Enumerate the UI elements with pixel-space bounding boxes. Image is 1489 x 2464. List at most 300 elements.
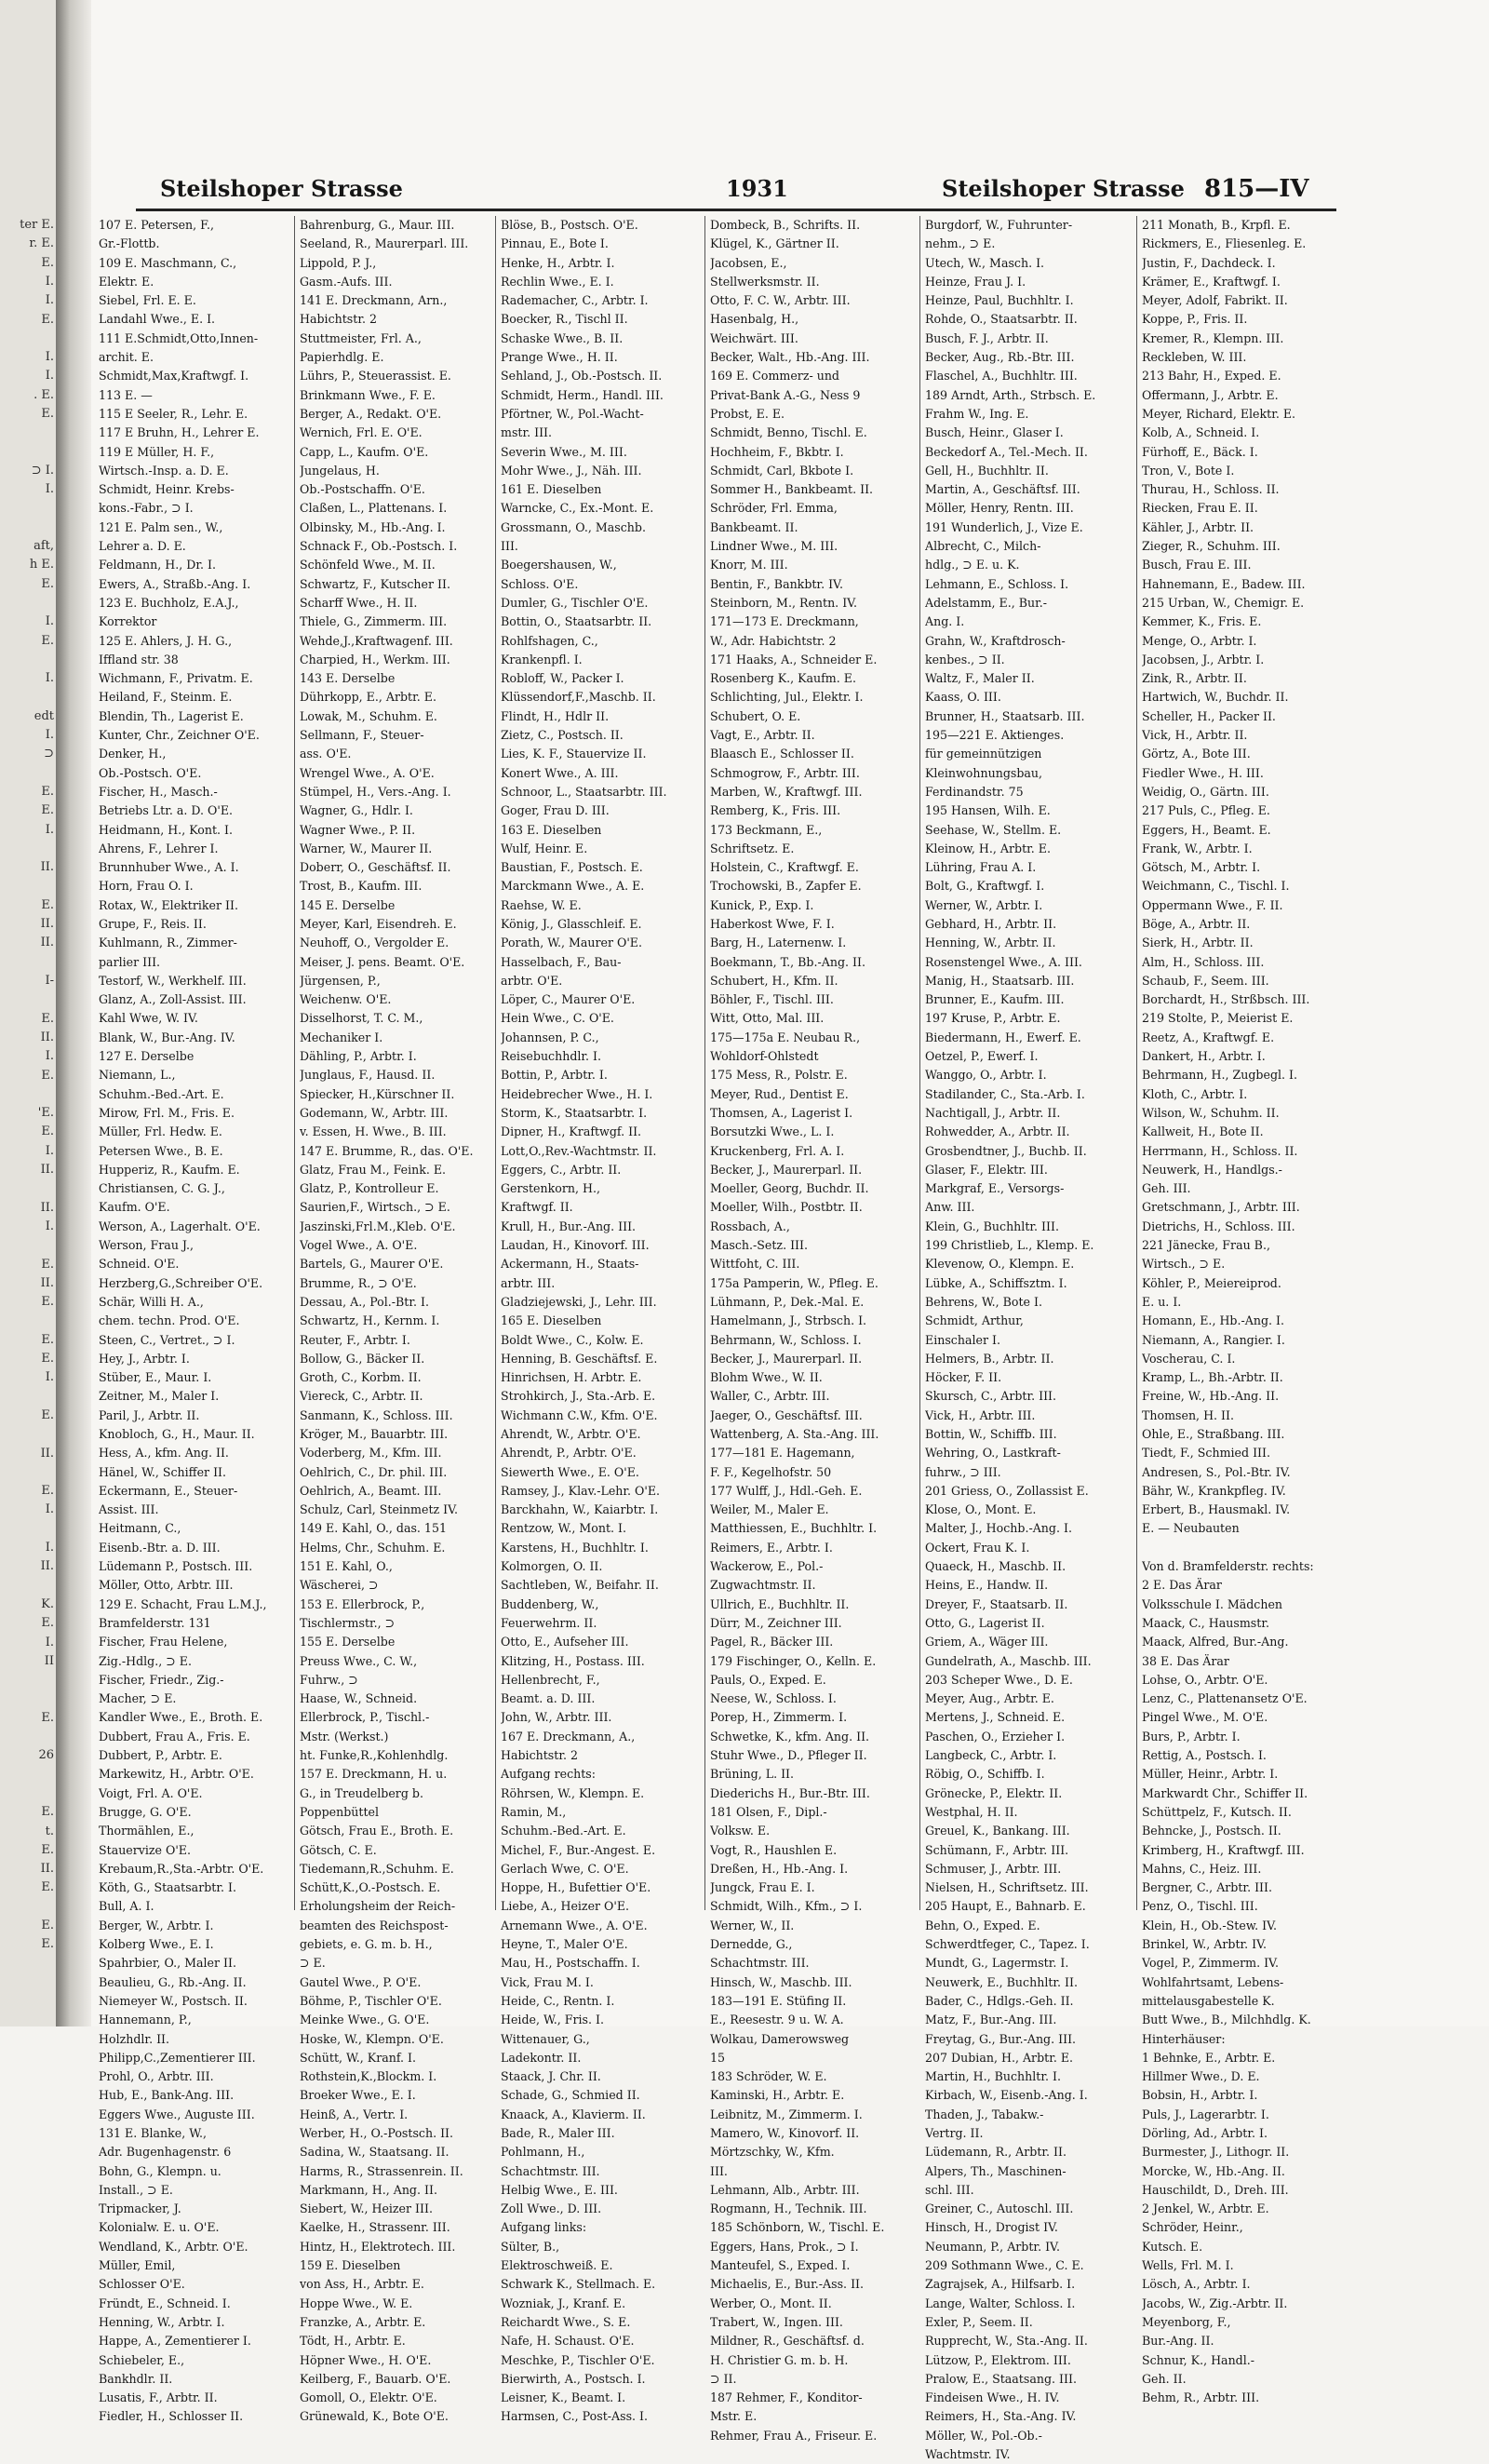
directory-line: Staack, J. Chr. II. [501,2069,601,2084]
directory-line: Zoll Wwe., D. III. [501,2201,602,2216]
directory-line: Kröger, M., Bauarbtr. III. [300,1427,449,1441]
directory-line: Hinrichsen, H. Arbtr. E. [501,1370,642,1385]
directory-line: Sommer H., Bankbeamt. II. [710,482,874,497]
page-header [160,168,1333,209]
left-page-fragment: II. [40,1163,54,1177]
directory-line: Michel, F., Bur.-Angest. E. [501,1842,656,1857]
directory-line: Bankhdlr. II. [99,2371,173,2386]
directory-line: Thomsen, H. II. [1142,1407,1235,1422]
left-page-fragment: ⊃ I. [31,463,54,478]
directory-line: Andresen, S., Pol.-Btr. IV. [1142,1464,1291,1479]
column-divider [294,216,295,1910]
left-page-fragment: r. E. [29,236,54,251]
directory-line: Happe, A., Zementierer I. [99,2334,251,2349]
left-page-fragment: E. [41,1407,54,1422]
directory-line: Ob.-Postsch. O'E. [99,765,202,780]
directory-line: 213 Bahr, H., Exped. E. [1142,369,1281,384]
directory-line: Wendland, K., Arbtr. O'E. [99,2239,248,2254]
directory-page [91,0,1489,2462]
directory-line: 157 E. Dreckmann, H. u. [300,1767,448,1782]
directory-line: Bramfelderstr. 131 [99,1615,211,1630]
left-page-fragment: I. [45,1541,54,1555]
directory-line: Krankenpfl. I. [501,652,583,666]
directory-line: Werber, O., Mont. II. [710,2296,832,2310]
directory-line: Stauervize O'E. [99,1842,191,1857]
directory-line: Behm, R., Arbtr. III. [1142,2390,1260,2405]
directory-line: Götsch, C. E. [300,1842,377,1857]
directory-line: Schaske Wwe., B. II. [501,330,624,345]
directory-line: 127 E. Derselbe [99,1049,195,1064]
directory-line: Wohldorf-Ohlstedt [710,1049,819,1064]
directory-line: Müller, Emil, [99,2258,176,2273]
directory-line: Schmidt, Wilh., Kfm., ⊃ I. [710,1899,863,1914]
directory-line: Wilson, W., Schuhm. II. [1142,1105,1280,1120]
directory-line: kenbes., ⊃ II. [925,652,1005,666]
directory-line: Lies, K. F., Stauervize II. [501,747,647,761]
directory-line: Rickmers, E., Fliesenleg. E. [1142,236,1307,251]
left-page-fragment: II. [40,1862,54,1877]
directory-line: Manteufel, S., Exped. I. [710,2258,851,2273]
left-page-fragment: E. [41,1937,54,1952]
directory-line: Thaden, J., Tabakw.- [925,2107,1044,2121]
directory-line: Ahrendt, P., Arbtr. O'E. [501,1446,637,1461]
directory-line: Schmidt, Benno, Tischl. E. [710,425,867,440]
directory-line: 217 Puls, C., Pfleg. E. [1142,803,1270,818]
directory-line: Hinsch, H., Drogist IV. [925,2220,1058,2235]
directory-line: Manig, H., Staatsarb. III. [925,973,1075,988]
directory-line: Schüttpelz, F., Kutsch. II. [1142,1804,1292,1819]
directory-line: Rossbach, A., [710,1219,790,1233]
directory-line: Götsch, Frau E., Broth. E. [300,1824,454,1838]
directory-line: Helmers, B., Arbtr. II. [925,1351,1054,1366]
directory-line: III. [501,539,518,554]
directory-line: Bartels, G., Maurer O'E. [300,1257,444,1272]
directory-line: gebiets, e. G. m. b. H., [300,1937,433,1952]
directory-line: Ewers, A., Straßb.-Ang. I. [99,576,251,591]
directory-line: Voscherau, C. I. [1142,1351,1236,1366]
directory-line: Rotax, W., Elektriker II. [99,897,238,912]
directory-line: Wohlfahrtsamt, Lebens- [1142,1974,1284,1989]
directory-line: Biedermann, H., Ewerf. E. [925,1030,1081,1044]
directory-line: Glaser, F., Elektr. III. [925,1162,1048,1177]
directory-line: Hauschildt, D., Dreh. III. [1142,2182,1289,2197]
directory-line: Wozniak, J., Kranf. E. [501,2296,626,2310]
directory-line: Ahrens, F., Lehrer I. [99,841,219,855]
directory-line: 1 Behnke, E., Arbtr. E. [1142,2050,1276,2065]
directory-line: Freine, W., Hb.-Ang. II. [1142,1389,1280,1404]
directory-line: Henning, B. Geschäftsf. E. [501,1351,658,1366]
directory-line: 147 E. Brumme, R., das. O'E. [300,1143,474,1158]
directory-line: Mamero, W., Kinovorf. II. [710,2125,860,2140]
directory-line: Landahl Wwe., E. I. [99,312,216,327]
directory-line: Hillmer Wwe., D. E. [1142,2069,1260,2084]
directory-line: Malter, J., Hochb.-Ang. I. [925,1521,1072,1536]
directory-line: 183 Schröder, W. E. [710,2069,827,2084]
directory-line: 189 Arndt, Arth., Strbsch. E. [925,387,1096,402]
directory-line: Bentin, F., Bankbtr. IV. [710,576,843,591]
directory-line: G., in Treudelberg b. [300,1785,423,1800]
directory-line: Ohle, E., Straßbang. III. [1142,1427,1285,1441]
directory-line: 151 E. Kahl, O., [300,1559,393,1574]
directory-line: Knobloch, G., H., Maur. II. [99,1427,255,1441]
directory-line: Barg, H., Laternenw. I. [710,936,847,950]
directory-line: Lübke, A., Schiffsztm. I. [925,1275,1067,1290]
directory-line: Fischer, Friedr., Zig.- [99,1672,224,1687]
directory-line: 195 Hansen, Wilh. E. [925,803,1051,818]
directory-line: Hinsch, W., Maschb. III. [710,1974,852,1989]
left-page-fragment: E. [41,312,54,327]
directory-line: Erbert, B., Hausmakl. IV. [1142,1502,1291,1517]
directory-line: Bohn, G., Klempn. u. [99,2163,221,2178]
directory-line: 2 Jenkel, W., Arbtr. E. [1142,2201,1269,2216]
directory-line: Fuhrw., ⊃ [300,1672,358,1687]
directory-line: Wolkau, Damerowsweg [710,2031,850,2046]
directory-line: 2 E. Das Ärar [1142,1578,1222,1593]
directory-line: 119 E Müller, H. F., [99,444,215,459]
left-page-fragment: E. [41,1484,54,1499]
directory-line: Dessau, A., Pol.-Btr. I. [300,1294,429,1309]
directory-line: Albrecht, C., Milch- [925,539,1041,554]
directory-line: Einschaler I. [925,1332,1000,1347]
page-number: 815—IV [1204,175,1309,203]
directory-line: Löper, C., Maurer O'E. [501,992,636,1007]
directory-line: Nachtigall, J., Arbtr. II. [925,1105,1061,1120]
directory-line: Rosenberg K., Kaufm. E. [710,671,856,686]
directory-line: Schuhm.-Bed.-Art. E. [501,1824,626,1838]
directory-line: Doberr, O., Geschäftsf. II. [300,860,451,875]
directory-line: Klose, O., Mont. E. [925,1502,1037,1517]
directory-line: Rentzow, W., Mont. I. [501,1521,626,1536]
directory-line: Boldt Wwe., C., Kolw. E. [501,1332,644,1347]
directory-line: Brunner, H., Staatsarb. III. [925,708,1085,723]
directory-line: Werson, A., Lagerhalt. O'E. [99,1219,261,1233]
directory-line: Möller, Henry, Rentn. III. [925,501,1074,516]
directory-line: Behncke, J., Postsch. II. [1142,1824,1281,1838]
directory-line: Offermann, J., Arbtr. E. [1142,387,1279,402]
directory-line: Flaschel, A., Buchhltr. III. [925,369,1078,384]
directory-line: Gerstenkorn, H., [501,1181,600,1196]
directory-line: 121 E. Palm sen., W., [99,519,223,534]
left-page-fragment: E. [41,803,54,818]
directory-line: Barckhahn, W., Kaiarbtr. I. [501,1502,659,1517]
directory-line: Stuhr Wwe., D., Pfleger II. [710,1748,867,1763]
directory-line: Aufgang links: [501,2220,587,2235]
directory-line: Schneid. O'E. [99,1257,180,1272]
directory-line: 195—221 E. Aktienges. [925,728,1065,743]
directory-line: Schubert, O. E. [710,708,801,723]
column-3 [501,216,702,2427]
directory-line: 175 Mess, R., Polstr. E. [710,1068,848,1083]
directory-line: Langbeck, C., Arbtr. I. [925,1748,1057,1763]
directory-line: Skursch, C., Arbtr. III. [925,1389,1057,1404]
directory-line: Wachtmstr. IV. [925,2447,1011,2462]
directory-line: Köth, G., Staatsarbtr. I. [99,1880,236,1895]
directory-line: Gell, H., Buchhltr. II. [925,463,1049,478]
directory-line: Behrmann, W., Schloss. I. [710,1332,862,1347]
directory-line: Grahn, W., Kraftdrosch- [925,633,1066,648]
directory-line: v. Essen, H. Wwe., B. III. [300,1124,447,1139]
directory-line: 38 E. Das Ärar [1142,1653,1229,1668]
directory-line: Broeker Wwe., E. I. [300,2088,416,2103]
directory-line: 183—191 E. Stüfing II. [710,1993,847,2008]
directory-line: Weiler, M., Maler E. [710,1502,829,1517]
directory-line: Robloff, W., Packer I. [501,671,624,686]
directory-line: Rechlin Wwe., E. I. [501,274,614,289]
directory-line: Dernedde, G., [710,1937,793,1952]
directory-line: Charpied, H., Werkm. III. [300,652,450,666]
directory-line: Morcke, W., Hb.-Ang. II. [1142,2163,1285,2178]
directory-line: Beaulieu, G., Rb.-Ang. II. [99,1974,247,1989]
directory-line: Porath, W., Maurer O'E. [501,936,642,950]
directory-line: Bottin, W., Schiffb. III. [925,1427,1057,1441]
directory-line: Frahm W., Ing. E. [925,406,1029,421]
directory-line: Fründt, E., Schneid. I. [99,2296,231,2310]
directory-line: Rademacher, C., Arbtr. I. [501,293,649,308]
directory-line: Siebel, Frl. E. E. [99,293,196,308]
directory-line: Martin, A., Geschäftsf. III. [925,482,1080,497]
directory-line: Seehase, W., Stellm. E. [925,822,1062,837]
directory-line: 185 Schönborn, W., Tischl. E. [710,2220,885,2235]
directory-line: Lippold, P. J., [300,255,377,270]
column-divider [495,216,496,1910]
left-page-fragment: I. [45,482,54,497]
book-gutter [56,0,91,2026]
directory-line: Schiebeler, E., [99,2352,185,2367]
directory-line: Harmsen, C., Post-Ass. I. [501,2409,649,2424]
directory-line: Dührkopp, E., Arbtr. E. [300,690,436,705]
directory-line: Thomsen, A., Lagerist I. [710,1105,853,1120]
left-page-fragment: . E. [34,387,54,402]
left-page-fragment: E. [41,576,54,591]
directory-line: F. F., Kegelhofstr. 50 [710,1464,832,1479]
directory-line: kons.-Fabr., ⊃ I. [99,501,194,516]
directory-line: Sülter, B., [501,2239,560,2254]
directory-line: Vogel, P., Zimmerm. IV. [1142,1956,1279,1971]
left-page-fragment: E. [41,1068,54,1083]
directory-line: Mörtzschky, W., Kfm. [710,2145,835,2160]
directory-line: Buddenberg, W., [501,1596,599,1611]
directory-line: Dürr, M., Zeichner III. [710,1615,842,1630]
directory-line: 215 Urban, W., Chemigr. E. [1142,595,1305,610]
directory-line: Otto, G., Lagerist II. [925,1615,1045,1630]
directory-line: Kunick, P., Exp. I. [710,897,814,912]
left-page-fragment: E. [41,407,54,421]
directory-line: Groth, C., Korbm. II. [300,1370,422,1385]
directory-line: Rupprecht, W., Sta.-Ang. II. [925,2334,1088,2349]
directory-line: Matz, F., Bur.-Ang. III. [925,2013,1057,2027]
directory-line: Maack, Alfred, Bur.-Ang. [1142,1635,1289,1649]
directory-line: Jacobsen, J., Arbtr. I. [1142,652,1265,666]
directory-line: hdlg., ⊃ E. u. K. [925,558,1020,572]
directory-line: Vick, Frau M. I. [501,1974,594,1989]
directory-line: Ferdinandstr. 75 [925,784,1024,799]
directory-line: Markgraf, E., Versorgs- [925,1181,1065,1196]
directory-line: Wattenberg, A. Sta.-Ang. III. [710,1427,879,1441]
directory-line: Oppermann Wwe., F. II. [1142,897,1283,912]
directory-line: Ang. I. [925,614,965,629]
directory-line: Lindner Wwe., M. III. [710,539,838,554]
directory-line: Schlosser O'E. [99,2277,185,2292]
left-page-fragment: E. [41,1880,54,1895]
directory-line: Gebhard, H., Arbtr. II. [925,916,1057,931]
directory-line: Bergner, C., Arbtr. III. [1142,1880,1272,1895]
directory-line: Sadina, W., Staatsang. II. [300,2145,449,2160]
directory-line: Adr. Bugenhagenstr. 6 [99,2145,232,2160]
directory-line: Trochowski, B., Zapfer E. [710,879,862,894]
directory-line: Hamelmann, J., Strbsch. I. [710,1313,867,1328]
directory-line: Kolmorgen, O. II. [501,1559,603,1574]
directory-line: Gomoll, O., Elektr. O'E. [300,2390,437,2405]
directory-line: Spahrbier, O., Maler II. [99,1956,236,1971]
directory-line: Nafe, H. Schaust. O'E. [501,2334,635,2349]
directory-line: Goger, Frau D. III. [501,803,610,818]
directory-line: Böhler, F., Tischl. III. [710,992,834,1007]
directory-line: Adelstamm, E., Bur.- [925,595,1048,610]
directory-line: Pingel Wwe., M. O'E. [1142,1710,1268,1725]
directory-line: Busch, F. J., Arbtr. II. [925,330,1049,345]
left-page-fragment: E. [41,255,54,270]
directory-line: Raehse, W. E. [501,897,582,912]
directory-line: Koppe, P., Fris. II. [1142,312,1248,327]
directory-line: Brugge, G. O'E. [99,1804,192,1819]
directory-line: Beckedorf A., Tel.-Mech. II. [925,444,1088,459]
directory-line: Blaasch E., Schlosser II. [710,747,854,761]
directory-line: Brunnhuber Wwe., A. I. [99,860,239,875]
directory-line: Fiedler, H., Schlosser II. [99,2409,244,2424]
directory-line: Blendin, Th., Lagerist E. [99,708,244,723]
directory-line: Reimers, E., Arbtr. I. [710,1540,833,1555]
directory-line: Erholungsheim der Reich- [300,1899,456,1914]
directory-line: Schmuser, J., Arbtr. III. [925,1861,1062,1876]
left-page-fragment: ter E. [20,218,54,232]
directory-line: Moeller, Wilh., Postbtr. II. [710,1200,863,1215]
directory-line: Jaszinski,Frl.M.,Kleb. O'E. [300,1219,456,1233]
directory-line: Penz, O., Tischl. III. [1142,1899,1258,1914]
directory-line: Bähr, W., Krankpfleg. IV. [1142,1483,1286,1498]
directory-line: Zeitner, M., Maler I. [99,1389,220,1404]
directory-line: Reisebuchhdlr. I. [501,1049,602,1064]
directory-line: Glanz, A., Zoll-Assist. III. [99,992,247,1007]
directory-line: Oehlrich, A., Beamt. III. [300,1483,442,1498]
directory-line: Fischer, Frau Helene, [99,1635,228,1649]
directory-line: Ramin, M., [501,1804,567,1819]
directory-line: Dumler, G., Tischler O'E. [501,595,649,610]
directory-line: Tiedemann,R.,Schuhm. E. [300,1861,454,1876]
directory-line: Ladekontr. II. [501,2050,582,2065]
directory-line: Westphal, H. II. [925,1804,1018,1819]
directory-line: Kunter, Chr., Zeichner O'E. [99,728,260,743]
directory-line: Pauls, O., Exped. E. [710,1672,826,1687]
directory-line: Masch.-Setz. III. [710,1238,808,1253]
directory-line: Bierwirth, A., Postsch. I. [501,2371,646,2386]
directory-line: 209 Sothmann Wwe., C. E. [925,2258,1084,2273]
directory-line: Wichmann C.W., Kfm. O'E. [501,1407,658,1422]
directory-line: Reichardt Wwe., S. E. [501,2314,631,2329]
directory-line: Kaminski, H., Arbtr. E. [710,2088,845,2103]
directory-line: Schütt, W., Kranf. I. [300,2050,417,2065]
directory-line: Kaufm. O'E. [99,1200,170,1215]
directory-line: Dombeck, B., Schrifts. II. [710,218,861,232]
directory-line: Brunner, E., Kaufm. III. [925,992,1065,1007]
directory-line: Schwark K., Stellmach. E. [501,2277,656,2292]
directory-line: Müller, Heinr., Arbtr. I. [1142,1767,1279,1782]
directory-line: Markewitz, H., Arbtr. O'E. [99,1767,254,1782]
directory-line: Arnemann Wwe., A. O'E. [501,1918,648,1932]
directory-line: Brüning, L. II. [710,1767,795,1782]
directory-line: Kemmer, K., Fris. E. [1142,614,1262,629]
directory-line: Schaub, F., Seem. III. [1142,973,1269,988]
column-divider [704,216,705,1910]
directory-line: Wäscherei, ⊃ [300,1578,379,1593]
left-page-fragment: II. [40,1559,54,1574]
directory-line: 149 E. Kahl, O., das. 151 [300,1521,447,1536]
left-page-fragment: E. [41,897,54,912]
directory-line: 159 E. Dieselben [300,2258,401,2273]
directory-line: Vogt, R., Haushlen E. [710,1842,838,1857]
directory-line: Schloss. O'E. [501,576,579,591]
directory-line: Jacobs, W., Zig.-Arbtr. II. [1142,2296,1288,2310]
directory-line: Heiland, F., Steinm. E. [99,690,233,705]
left-page-fragment: I. [45,614,54,629]
directory-line: Waller, C., Arbtr. III. [710,1389,830,1404]
directory-line: Röbig, O., Schiffb. I. [925,1767,1045,1782]
directory-line: III. [710,2163,728,2178]
directory-line: Henning, W., Arbtr. I. [99,2314,225,2329]
directory-line: Utech, W., Masch. I. [925,255,1045,270]
directory-line: Dankert, H., Arbtr. I. [1142,1049,1266,1064]
directory-line: Neumann, P., Arbtr. IV. [925,2239,1060,2254]
directory-line: Stuttmeister, Frl. A., [300,330,422,345]
directory-line: Hein Wwe., C. O'E. [501,1011,614,1026]
directory-line: Macher, ⊃ E. [99,1691,177,1706]
directory-line: Hoske, W., Klempn. O'E. [300,2031,444,2046]
directory-line: Becker, Walt., Hb.-Ang. III. [710,350,870,365]
directory-line: Markwardt Chr., Schiffer II. [1142,1785,1308,1800]
left-page-fragment: K. [41,1596,54,1611]
directory-line: 177—181 E. Hagemann, [710,1446,855,1461]
directory-line: Storm, K., Staatsarbtr. I. [501,1105,648,1120]
left-page-fragment: 'E. [37,1106,54,1121]
directory-line: Gasm.-Aufs. III. [300,274,393,289]
directory-line: Laudan, H., Kinovorf. III. [501,1238,650,1253]
directory-line: Borsutzki Wwe., L. I. [710,1124,835,1139]
directory-line: Grünewald, K., Bote O'E. [300,2409,449,2424]
directory-line: Reetz, A., Kraftwgf. E. [1142,1030,1275,1044]
directory-line: Thurau, H., Schloss. II. [1142,482,1280,497]
left-page-fragment: I- [45,974,54,988]
directory-line: Schriftsetz. E. [710,841,795,855]
directory-line: Harms, R., Strassenrein. II. [300,2163,463,2178]
directory-line: Pförtner, W., Pol.-Wacht- [501,406,644,421]
directory-line: Boekmann, T., Bb.-Ang. II. [710,954,865,969]
directory-line: 153 E. Ellerbrock, P., [300,1596,425,1611]
directory-line: Böhme, P., Tischler O'E. [300,1993,442,2008]
directory-line: Kloth, C., Arbtr. I. [1142,1086,1248,1101]
directory-line: Mau, H., Postschaffn. I. [501,1956,640,1971]
directory-line: Haase, W., Schneid. [300,1691,418,1706]
directory-line: Maack, C., Hausmstr. [1142,1615,1269,1630]
directory-line: Helbig Wwe., E. III. [501,2182,618,2197]
directory-line: archit. E. [99,350,154,365]
directory-line: Schulz, Carl, Steinmetz IV. [300,1502,459,1517]
directory-line: Pohlmann, H., [501,2145,585,2160]
directory-line: Mechaniker I. [300,1030,383,1044]
left-page-fragment: E. [41,1919,54,1932]
directory-line: Schwartz, F., Kutscher II. [300,576,450,591]
directory-line: Klein, G., Buchhltr. III. [925,1219,1059,1233]
directory-line: Schmidt, Arthur, [925,1313,1024,1328]
directory-line: Bollow, G., Bäcker II. [300,1351,425,1366]
